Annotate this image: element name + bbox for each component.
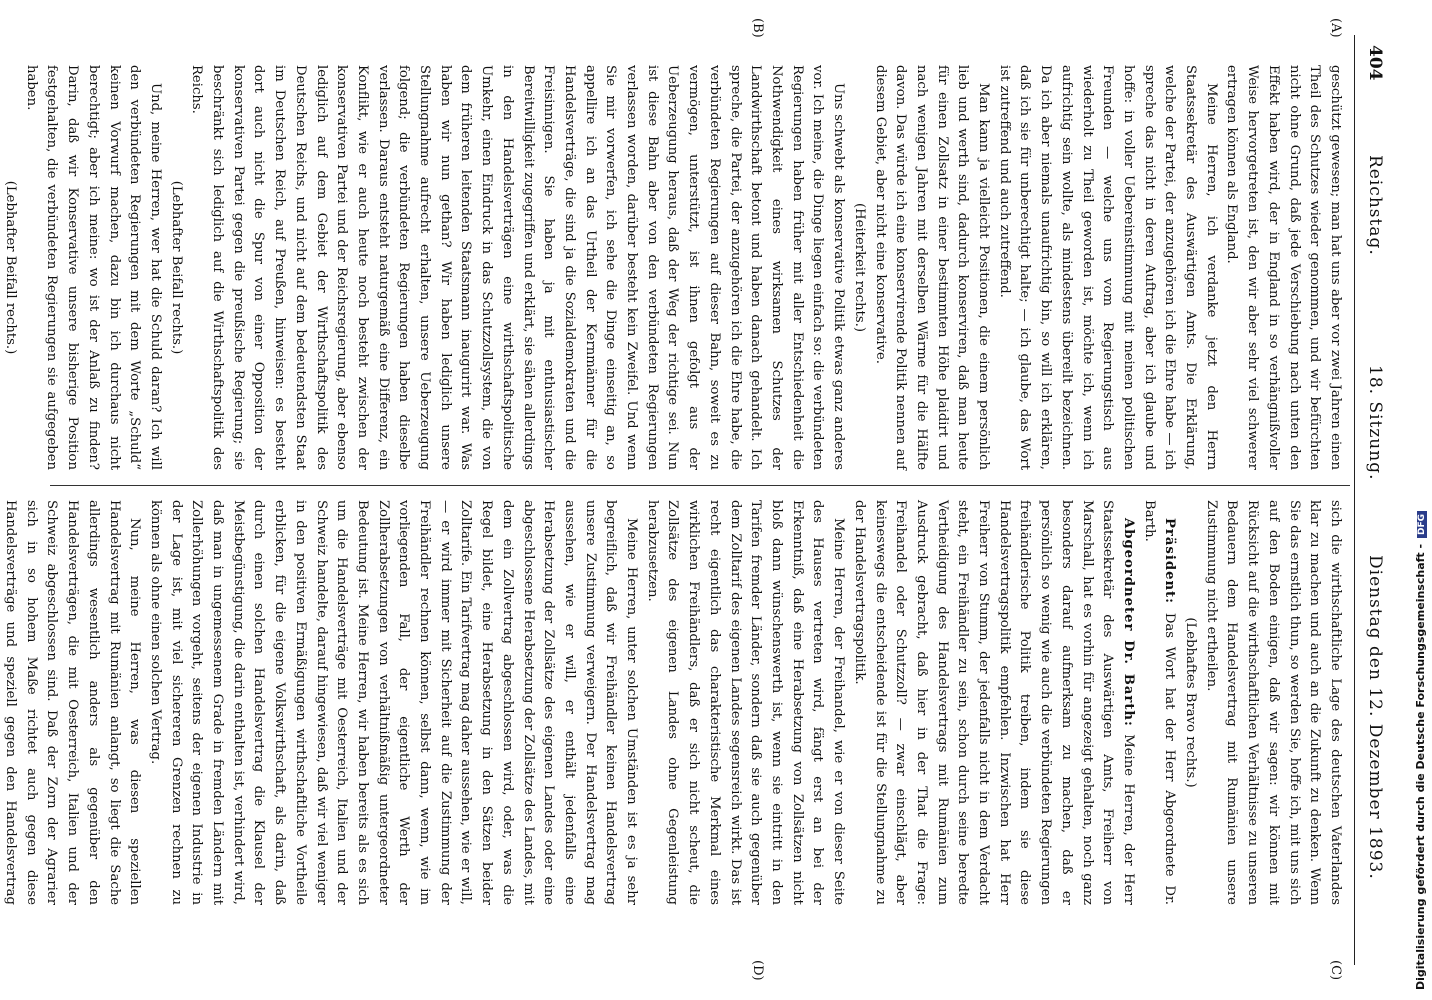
left-column — [3, 65, 1345, 470]
paragraph: Meine Herren, unter solchen Umständen ist es ja sehr begreiflich, daß wir Freihändler keinen Handelsvertrag unsere Zustimmung verweigern. Der Handelsvertrag mag aussehen, wie er will, er enthält jedenfalls eine Herabsetzung der Zollsätze des eigenen Landes oder eine abgeschlossene Herabsetzung der Zollsätze des Landes, mit dem ein Zollvertrag abgeschlossen wird, oder, was die Regel bildet, eine Herabsetzung in den Sätzen beider Zolltarife. Ein Tarifvertrag mag daher aussehen, wie er will, — er wird immer mit Sicherheit auf die Zustimmung der Freihändler rechnen können, selbst dann, wenn, wie im vorliegenden Fall, der eigentliche Werth der Zollherabsetzungen von verhältnißmäßig untergeordneter Bedeutung ist. Meine Herren, wir haben bereits als es sich um die Handelsverträge mit Oesterreich, Italien und der Schweiz handelte, darauf hingewiesen, daß wir viel weniger in den positiven Ermäßigungen wirthschaftliche Vortheile erblicken, für die eigene Volkswirthschaft, als darin, daß durch einen solchen Handelsvertrag die Klausel der Meistbegünstigung, die darin enthalten ist, verhindert wird, daß man in ungemessenem Grade in fremden Ländern mit Zollerhöhungen vorgeht, seitens der eigenen Industrie in der Lage ist, mit viel sichereren Grenzen rechnen zu können als ohne einen solchen Vertrag. — [147, 500, 640, 905]
margin-marker-b: (B) — [750, 18, 765, 38]
speaker-paragraph — [1138, 500, 1179, 905]
header-sitting: 18. Sitzung. — [1365, 365, 1385, 481]
margin-marker-d: (D) — [750, 960, 765, 981]
paragraph: Uns schwebt als konservative Politik etwas ganz anderes vor. Ich meine, die Dinge liegen einfach so: die verbündeten Regierungen haben früher mit aller Entschiedenheit die Nothwendigkeit eines wirksamen Schutzes der Landwirthschaft betont und haben danach gehandelt. Ich spreche, die Partei, der anzugehören ich die Ehre habe, die verbündeten Regierungen auf dieser Bahn, soweit es zu vermögen, unterstützt, ist ihnen gefolgt aus der Ueberzeugung heraus, daß der Weg der richtige sei. Nun ist diese Bahn aber von den verbündeten Regierungen verlassen worden, darüber besteht kein Zweifel. Und wenn Sie mir vorwerfen, ich sehe die Dinge einseitig an, so appellire ich an das Urtheil der Kernmänner für die Handelsverträge, die sind ja die Sozialdemokraten und die Freisinnigen. Sie haben ja mit enthusiastischer Bereitwilligkeit zugegriffen und erklärt, sie sähen allerdings in den Handelsverträgen eine wirthschaftspolitische Umkehr, einen Eindruck in das Schutzzollsystem, die von dem früheren leitenden Staatsmann inaugurirt war. Was haben wir nun gethan? Wir haben lediglich unsere Stellungnahme aufrecht erhalten, unsere Ueberzeugung folgend; die verbündeten Regierungen haben dieselbe verlassen. Daraus entsteht naturgemäß eine Differenz, ein Konflikt, wie er auch heute noch besteht zwischen der konservativen Partei und der Reichsregierung, aber ebenso lediglich auf dem Gebiet der Wirthschaftspolitik des Deutschen Reichs, und nicht auf dem bedeutendsten Staat im Deutschen Reich, auf Preußen, hinweisen: es besteht dort auch nicht die Spur von einer Opposition der konservativen Partei gegen die preußische Regierung; sie beschränkt sich lediglich auf die Wirthschaftspolitik des Reichs. — [189, 65, 847, 470]
reaction-note: (Heiterkeit rechts.) — [851, 203, 867, 332]
rotated-newspaper-page — [5, 0, 1405, 1000]
paragraph: Nun, meine Herren, was diesen speziellen Handelsvertrag mit Rumänien anlangt, so liegt die Sache allerdings wesentlich anders als gegenüber den Handelsverträgen, die mit Oesterreich, Italien und der Schweiz abgeschlossen sind. Daß der Zorn der Agrarier sich in so hohem Maße richtet auch gegen diese Handelsverträge und speziell gegen den Handelsvertrag — [3, 500, 143, 905]
speech-text: Das Wort hat der Herr Abgeordnete Dr. Barth. — [1141, 500, 1178, 905]
paragraph: geschützt gewesen; man hat uns aber vor zwei Jahren einen Theil des Schutzes wieder genommen, und wir befürchten nicht ohne Grund, daß jede Verschiebung nach unten den Effekt haben wird, der in England in so verhängnißvoller Weise hervorgetreten ist, den wir aber sehr viel schwerer ertragen können als England. — [1224, 65, 1343, 470]
reaction-note: (Lebhafter Beifall rechts.) — [168, 180, 184, 355]
reaction-note: (Lebhaftes Bravo rechts.) — [1183, 617, 1199, 788]
right-column — [3, 500, 1345, 905]
speaker-name: Abgeordneter Dr. Barth: — [1120, 518, 1136, 727]
header-title: Reichstag. — [1365, 155, 1385, 256]
column-divider — [50, 485, 1350, 486]
credit-text: Digitalisierung gefördert durch die Deutsche Forschungsgemeinschaft - — [1414, 543, 1427, 990]
dfg-logo: DFG — [1417, 511, 1427, 538]
paragraph: sich die wirthschaftliche Lage des deutschen Vaterlandes klar zu machen und auch an die Zukunft zu denken. Wenn Sie das ernstlich thun, so werden Sie, hoffe ich, mit uns sich auf den Boden einigen, daß wir sagen: wir können mit Rücksicht auf die wirthschaftlichen Verhältnisse zu unseren Bedauern dem Handelsvertrag mit Rumänien unsere Zustimmung nicht ertheilen. — [1203, 500, 1343, 905]
paragraph: Meine Herren, ich verdanke jetzt den Herrn Staatssekretär des Auswärtigen Amts. Die Erklärung, welche der Partei, der anzugehören ich die Ehre habe — ich spreche das nicht in deren Auftrag, aber ich glaube und hoffe: in voller Uebereinstimmung mit meinen politischen Freunden — welche uns vom Regierungstisch aus wiederholt zu Theil geworden ist, möchte ich, wenn ich aufrichtig sein wollte, als mindestens übereilt bezeichnen. Da ich aber niemals unaufrichtig bin, so will ich erklären, daß ich sie für unberechtigt halte; — ich glaube, das Wort ist zutreffend und auch zutreffend. — [996, 65, 1219, 470]
speaker-name: Präsident: — [1162, 518, 1178, 605]
paragraph: Man kann ja vielleicht Positionen, die einem persönlich lieb und werth sind, dadurch konserviren, daß man heute für einen Zollsatz in einer bestimmten Höhe plaidirt und nach wenigen Jahren mit derselben Wärme für die Hälfte davon. Das würde ich eine konservirende Politik nennen auf diesem Gebiet, aber nicht eine konservative. — [872, 65, 992, 470]
header-date: Dienstag den 12. Dezember 1893. — [1365, 555, 1385, 880]
speech-text: Meine Herren, der Herr Staatssekretär des Auswärtigen Amts, Freiherr von Marschall, hat es vorhin für angezeigt gehalten, noch ganz besonders darauf aufmerksam zu machen, daß er persönlich so wenig wie auch die verbündeten Regierungen freihändlerische Politik treiben, indem sie diese Handelsvertragspolitik empfehlen. Inzwischen hat Herr Freiherr von Stumm, der jedenfalls nicht in dem Verdacht steht, ein Freihändler zu sein, schon durch seine beredte Vertheidigung des Handelsvertrags mit Rumänien zum Ausdruck gebracht, daß hier in der That die Frage: Freihandel oder Schutzzoll? — zwar einschlägt, aber keineswegs die entscheidende ist für die Stellungnahme zu der Handelsvertragspolitik. — [851, 500, 1136, 905]
paragraph: Und, meine Herren, wer hat die Schuld daran? Ich will den verbündeten Regierungen mit dem Worte „Schuld“ keinen Vorwurf machen, dazu bin ich durchaus nicht berechtigt; aber ich meine: wo ist der Anlaß zu finden? Darin, daß wir Konservative unsere bisherige Position festgehalten, die verbündeten Regierungen sie aufgegeben haben. — [23, 65, 163, 470]
speaker-paragraph — [848, 500, 1138, 905]
page-header — [1359, 35, 1385, 965]
margin-marker-a: (A) — [1328, 18, 1343, 38]
paragraph: Meine Herren, der Freihandel, wie er von dieser Seite des Hauses vertreten wird, fängt erst an bei der Erkenntniß, daß eine Herabsetzung von Zollsätzen nicht bloß dann wünschenswerth ist, wenn sie eintritt in den Tarifen fremder Länder, sondern daß sie auch gegenüber dem Zolltarif des eigenen Landes segensreich wirkt. Das ist recht eigentlich das charakteristische Merkmal eines wirklichen Freihändlers, daß er sich nicht scheut, die Zollsätze des eigenen Landes ohne Gegenleistung herabzusetzen. — [644, 500, 847, 905]
page-number: 404 — [1365, 45, 1385, 81]
reaction-note: (Lebhafter Beifall rechts.) — [3, 180, 18, 355]
digitization-credit — [1414, 0, 1427, 990]
margin-marker-c: (C) — [1328, 960, 1343, 981]
header-rule — [1354, 35, 1355, 965]
